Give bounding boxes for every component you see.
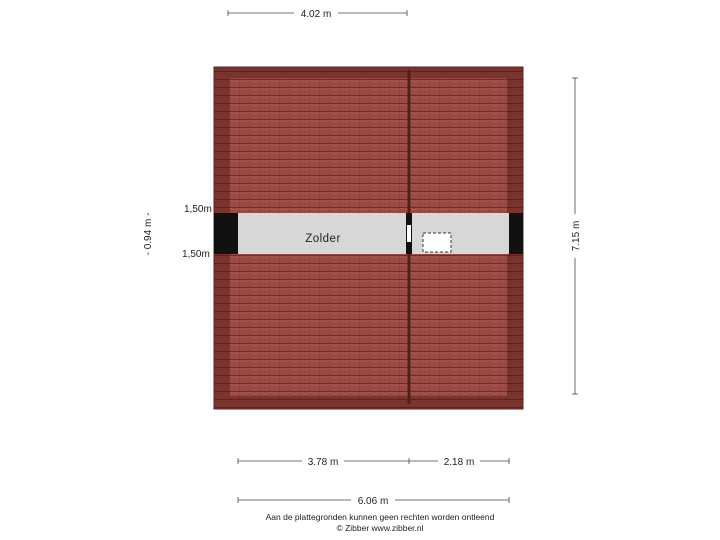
dim-bottom-right-label: 2.18 m [443, 457, 475, 468]
door-opening [407, 225, 411, 242]
wall-right [509, 213, 523, 254]
dim-bottom-split [238, 454, 509, 468]
dim-left [143, 204, 212, 260]
ceiling-height-upper: 1,50m [184, 204, 212, 215]
copyright-text: © Zibber www.zibber.nl [336, 523, 424, 533]
wall-left [214, 213, 238, 254]
hatch-opening [423, 233, 451, 252]
dim-left-label: - 0.94 m - [143, 212, 154, 256]
dim-bottom-total-label: 6.06 m [357, 496, 389, 507]
dim-bottom-left-label: 3.78 m [307, 457, 339, 468]
disclaimer-text: Aan de plattegronden kunnen geen rechten worden ontleend [265, 512, 495, 522]
ceiling-height-lower: 1,50m [182, 249, 210, 260]
dim-right-label: 7.15 m [571, 220, 582, 252]
dim-right [568, 78, 582, 394]
dim-bottom-total [238, 493, 509, 507]
attic-floor [214, 213, 523, 254]
floor-area [214, 213, 523, 254]
dim-top [228, 6, 407, 20]
room-label-zolder: Zolder [305, 233, 341, 245]
dim-top-label: 4.02 m [300, 9, 332, 20]
